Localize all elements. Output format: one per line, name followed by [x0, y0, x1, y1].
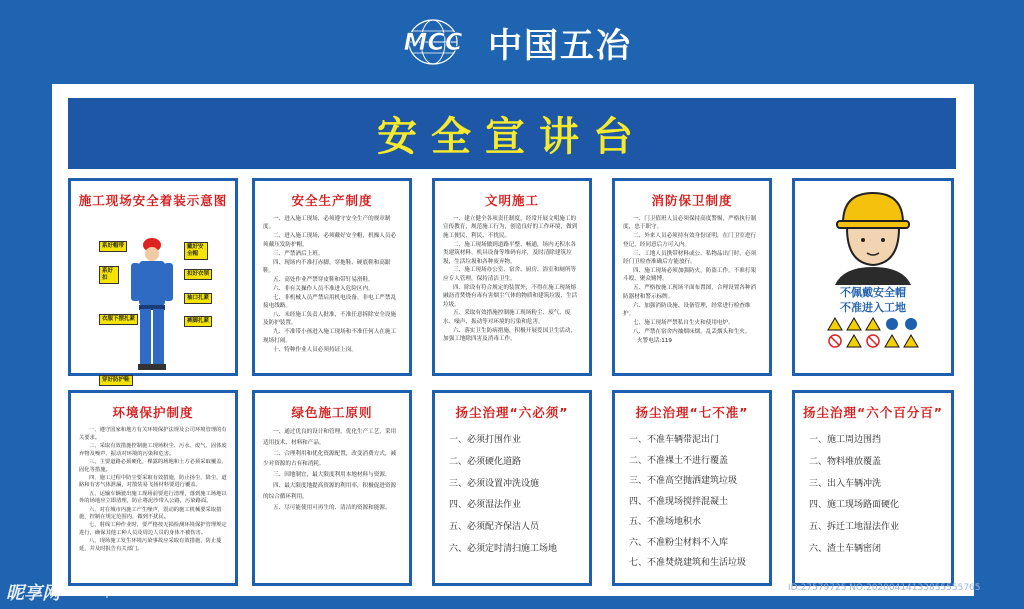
- list-item: 三、不准高空抛洒建筑垃圾: [629, 476, 738, 486]
- watermark-id: ID:27579725 NO:20200414133855555765: [788, 583, 981, 593]
- list-item: 二、必须硬化道路: [449, 456, 522, 467]
- rule-text: 三、严禁酒后上班。: [273, 250, 324, 257]
- rule-text: 六、非有关操作人员不准进入危险区内。: [273, 285, 374, 292]
- rule-text: 三、主要道路必须硬化，裸露的场地和土方必须采取覆盖、固化等措施。: [79, 458, 227, 473]
- rule-text: 二、合理利用和优化资源配置，改变消费方式，减少对资源的占有和消耗。: [263, 450, 397, 467]
- rule-text: 一、通过优良的设计和管理，优化生产工艺，采用适用技术、材料和产品。: [263, 429, 397, 446]
- rule-text: 四、现场内不准打赤脚，穿拖鞋、硬底鞋和高跟鞋。: [263, 259, 391, 274]
- warning-triangle-icon: [827, 317, 843, 331]
- prohibition-icon: [827, 334, 843, 348]
- rule-text: 一、门卫值班人员必须保持高度警惕，严格执行制度，忠于职守。: [623, 216, 757, 231]
- svg-text:MCC: MCC: [403, 28, 463, 56]
- list-item: 一、施工周边围挡: [809, 435, 882, 445]
- panel-title: 扬尘治理“六必须”: [455, 405, 569, 420]
- tag-label: 袖口扎紧: [184, 293, 212, 304]
- rule-text: 三、工地人员携带材料或公、私物品出门时，必须经门卫检查准确后方能放行。: [623, 250, 757, 266]
- rule-text: 五、采取有效措施控制施工现场粉尘、废气、废水、噪声、振动等对环境的污染和危害。: [443, 310, 571, 325]
- watermark-brand: 昵享网: [6, 583, 60, 604]
- panel-body: [255, 421, 409, 513]
- rule-text: 八、未经施工负责人批准，不准任意拆除安全设施及防护装置。: [263, 311, 397, 327]
- helmet-warning-line1: 不佩戴安全帽: [840, 286, 906, 299]
- list-item: 六、必须定时清扫施工场地: [449, 543, 558, 554]
- banner-title: 安全宣讲台: [377, 114, 647, 160]
- rule-text: 八、现场施工发生环境污染事故应采取有效措施，防止蔓延，并及时报告有关部门。: [79, 538, 222, 553]
- rule-text: 二、采取有效措施控制施工现场粉尘、污水、废气、固体废弃物及噪声、振动对环境的污染和危害。: [79, 442, 227, 457]
- rule-text: 六、加强消防设施、设备管理，经常进行检查维护。: [623, 302, 751, 317]
- rule-text: 九、不准带小孩进入施工现场和不准任何人在施工现场打闹。: [263, 329, 397, 344]
- rule-text: 三、施工现场办公室、宿舍、厨房、浴室和厕所等应专人管理，保持清洁卫生。: [443, 267, 577, 282]
- rule-text: 二、进入施工现场，必须戴好安全帽，机操人员必须戴压发防护帽。: [263, 233, 397, 248]
- rule-text: 五、高处作业严禁穿皮鞋和带钉易滑鞋。: [273, 276, 374, 283]
- list-item: 五、必须配齐保洁人员: [449, 522, 540, 533]
- rule-text: 三、因地制宜，最大限度利用本地材料与资源。: [273, 472, 391, 478]
- warning-triangle-icon: [846, 334, 862, 348]
- tag-label: 系好扣: [99, 266, 119, 284]
- tag-label: 戴好安全帽: [184, 242, 208, 260]
- rule-text: 四、除设有符合规定的装置外，不得在施工现场熔融沥青焚烧有毒有害烟尘气体的物质和建筑垃圾、生活垃圾。: [443, 284, 578, 308]
- panel-title: 环境保护制度: [112, 405, 194, 420]
- list-item: 三、出入车辆冲洗: [809, 478, 882, 489]
- rule-text: 四、施工现场必须加强防火，防盗工作，不准打架斗殴、聚众赌博。: [623, 267, 757, 283]
- rule-text: 七、非机械人员严禁启用机电设备。非电工严禁乱接电线路。: [263, 294, 397, 310]
- panel-list: [795, 421, 951, 561]
- list-item: 三、必须设置冲洗设施: [449, 478, 540, 489]
- panel-dust-six-musts: [432, 390, 592, 586]
- warning-triangle-icon: [846, 317, 862, 331]
- panel-title: 消防保卫制度: [651, 193, 733, 208]
- warning-signs-row1: [795, 317, 951, 331]
- globe-icon: [392, 16, 474, 68]
- panel-fire-security: [612, 178, 772, 376]
- list-item: 五、拆迁工地湿法作业: [809, 522, 900, 533]
- helmet-warning-line2: 不准进入工地: [840, 301, 906, 314]
- worker-figure: [71, 209, 235, 399]
- panel-dust-seven-nots: [612, 390, 772, 586]
- warning-signs-row2: [795, 334, 951, 348]
- rule-text: 二、外来人员必须持有效身份证明，在门卫室进行登记，经同意后方可入内。: [623, 233, 757, 248]
- warning-triangle-icon: [865, 317, 881, 331]
- helmet-worker-icon: [795, 185, 951, 285]
- rule-text: 八、严禁在宿舍内抽烟床烟，乱丢烟头和生火。: [633, 328, 751, 335]
- panel-body: [615, 209, 769, 345]
- list-item: 七、不准焚烧建筑和生活垃圾: [629, 558, 747, 568]
- panel-list: [615, 421, 769, 574]
- rule-text: 一、遵守国家和地方有关环境保护法规及公司环境管理的有关要求。: [79, 427, 227, 441]
- fire-phone: 火警电话:119: [637, 337, 672, 344]
- panel-safety-rules: [252, 178, 412, 376]
- panel-title: 文明施工: [484, 193, 539, 208]
- rule-text: 七、施工现场严禁私自生火和使用电炉。: [633, 319, 734, 326]
- list-item: 二、物料堆放覆盖: [809, 456, 882, 467]
- list-item: 六、渣土车辆密闭: [809, 543, 882, 554]
- panel-title: 施工现场安全着装示意图: [78, 193, 228, 208]
- panel-body: [435, 209, 589, 344]
- list-item: 五、不准场地积水: [629, 517, 702, 527]
- warning-triangle-icon: [884, 334, 900, 348]
- rule-text: 四、最大限度地提高资源的利用率，积极促进资源的综合循环利用。: [263, 483, 397, 500]
- panel-helmet-warning: [792, 178, 954, 376]
- panel-title: 安全生产制度: [291, 193, 373, 208]
- tag-label: 穿好防护鞋: [99, 375, 133, 386]
- panel-civilized-construction: [432, 178, 592, 376]
- panel-safety-dress: [68, 178, 238, 383]
- mandatory-circle-icon: [903, 317, 919, 331]
- tag-label: 裤脚扎紧: [184, 316, 212, 327]
- company-name: 中国五冶: [488, 25, 632, 66]
- panel-environment: [68, 390, 238, 586]
- mcc-logo: [392, 16, 474, 68]
- panel-title: 扬尘治理“七不准”: [635, 405, 749, 420]
- rule-text: 七、射线工种作业时，要严格按无损检测环境保护管理规定进行，确保其他工种人员及周边人员的身体不被伤害。: [79, 522, 227, 537]
- rule-text: 一、建立健全各项责任制度，经常开展文明施工的宣传教育，规范施工行为，创造良好的工作环境，做到施工便民、利民、不扰民。: [443, 216, 578, 239]
- list-item: 六、不准粉尘材料不入库: [629, 537, 729, 548]
- panel-list: [435, 421, 589, 561]
- panel-body: [255, 209, 409, 354]
- tag-label: 系好帽带: [99, 241, 127, 252]
- rule-text: 四、施工过程中防尘要采取有效措施，防止扬尘，降尘，道路和有害气体泄漏，对散装易飞扬材料要进行覆盖。: [79, 474, 227, 489]
- list-item: 一、必须打围作业: [449, 435, 522, 445]
- panel-title: 绿色施工原则: [291, 405, 373, 420]
- list-item: 四、不准现场搅拌混凝土: [629, 496, 729, 507]
- rule-text: 五、严格按施工现场平面布置图，合理设置各种消防器材和警示标牌。: [623, 285, 757, 300]
- rule-text: 五、尽可能使用可再生的、清洁的资源和能源。: [273, 504, 391, 511]
- panel-dust-six-hundred-percent: [792, 390, 954, 586]
- warning-triangle-icon: [903, 334, 919, 348]
- rule-text: 六、落实卫生防病措施，积极开展爱国卫生活动，加强工地除四害及消毒工作。: [443, 327, 577, 343]
- list-item: 四、必须湿法作业: [449, 500, 522, 511]
- panel-green-construction: [252, 390, 412, 586]
- rule-text: 一、进入施工现场，必须遵守安全生产的规章制度。: [263, 216, 391, 231]
- list-item: 四、施工现场路面硬化: [809, 500, 900, 511]
- tag-label: 扣好衣领: [184, 269, 212, 280]
- panel-title: 扬尘治理“六个百分百”: [803, 405, 943, 420]
- panel-body: [71, 421, 235, 554]
- title-bar: [68, 98, 956, 169]
- list-item: 二、不准裸土不进行覆盖: [629, 455, 729, 466]
- mandatory-circle-icon: [884, 317, 900, 331]
- prohibition-icon: [865, 334, 881, 348]
- header: [0, 0, 1024, 84]
- rule-text: 六、对在城市内施工产生噪声，震动的施工机械要采取措施，控制在规定范围内，做到不扰民。: [79, 506, 222, 521]
- rule-text: 二、施工现场做到道路平整、畅通，场内无积水各类建筑材料、机具设备等堆码有序，及时清除建筑垃圾，生活垃圾和各种废弃物。: [443, 241, 577, 265]
- watermark-url: www.nipic.cc: [66, 586, 138, 599]
- list-item: 一、不准车辆带泥出门: [629, 435, 720, 445]
- rule-text: 五、运输车辆驶出施工现场前要进行清理，落到施工场地以外的场地应立即清理，防止将泥沙带入公路，污染路面。: [79, 490, 227, 505]
- rule-text: 十、特种作业人员必须持证上岗。: [273, 346, 357, 353]
- tag-label: 衣服下摆扎紧: [99, 314, 138, 325]
